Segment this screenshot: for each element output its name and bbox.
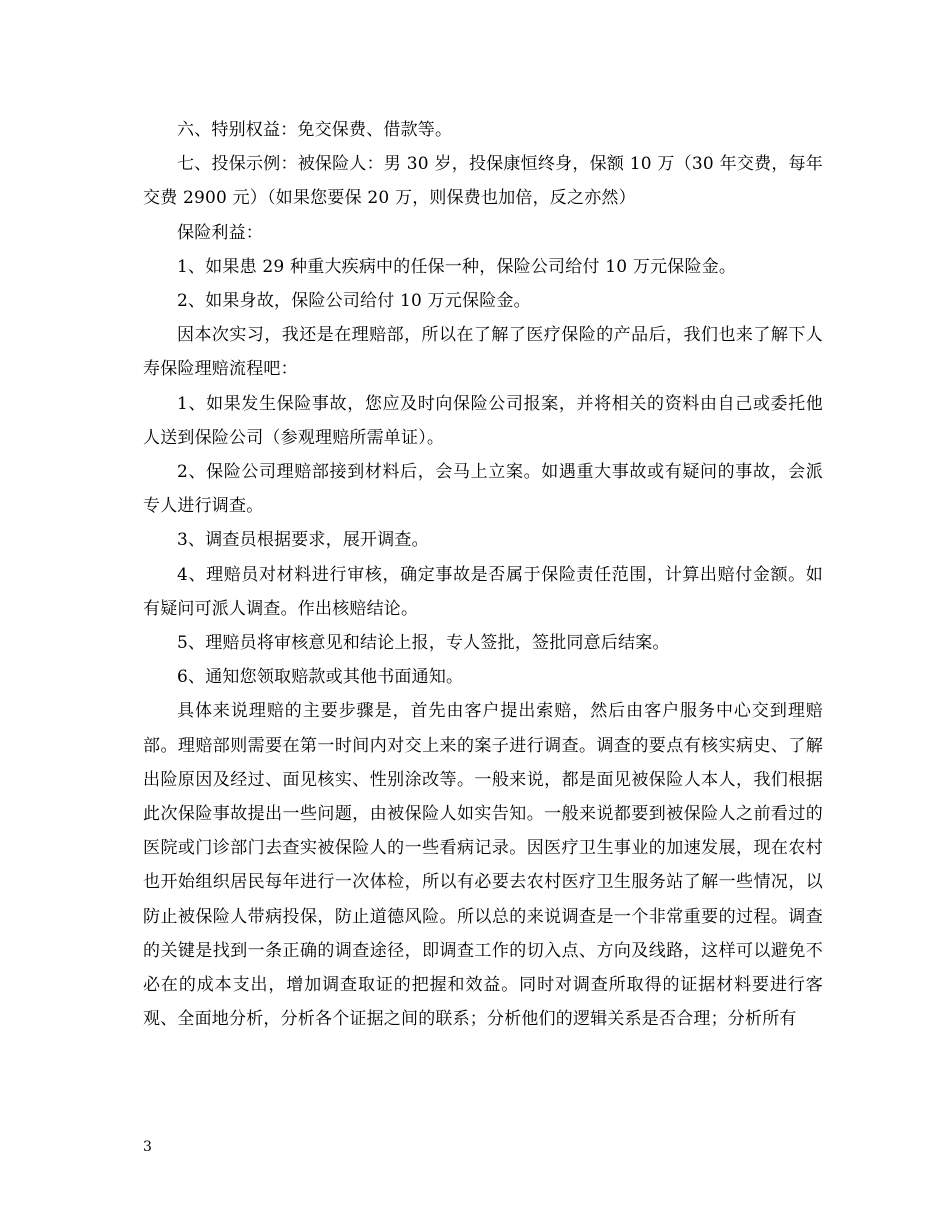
paragraph-claims-intro: 因本次实习，我还是在理赔部，所以在了解了医疗保险的产品后，我们也来了解下人寿保险理赔流程吧： bbox=[143, 325, 823, 380]
paragraph-claims-step-3: 3、调查员根据要求，展开调查。 bbox=[177, 530, 429, 551]
paragraph-claims-step-6: 6、通知您领取赔款或其他书面通知。 bbox=[177, 667, 464, 688]
page-number: 3 bbox=[143, 1139, 152, 1155]
paragraph-claims-detail: 具体来说理赔的主要步骤是，首先由客户提出索赔，然后由客户服务中心交到理赔部。理赔部则需要在第一时间内对交上来的案子进行调查。调查的要点有核实病史、了解出险原因及经过、面见核实、性别涂改等。一般来说，都是面见被保险人本人，我们根据此次保险事故提出一些问题，由被保险人如实告知。一般来说都要到被保险人之前看过的医院或门诊部门去查实被保险人的一些看病记录。因医疗卫生事业的加速发展，现在农村也开始组织居民每年进行一次体检，所以有必要去农村医疗卫生服务站了解一些情况，以防止被保险人带病投保，防止道德风险。所以总的来说调查是一个非常重要的过程。调查的关键是找到一条正确的调查途径，即调查工作的切入点、方向及线路，这样可以避免不必在的成本支出，增加调查取证的把握和效益。同时对调查所取得的证据材料要进行客观、全面地分析，分析各个证据之间的联系；分析他们的逻辑关系是否合理；分析所有 bbox=[143, 701, 823, 1030]
paragraph-benefit-critical-illness: 1、如果患 29 种重大疾病中的任保一种，保险公司给付 10 万元保险金。 bbox=[177, 256, 737, 277]
paragraph-special-rights: 六、特别权益：免交保费、借款等。 bbox=[177, 120, 453, 140]
paragraph-insurance-example: 七、投保示例：被保险人：男 30 岁，投保康恒终身，保额 10 万（30 年交费，每年交费 2900 元）（如果您要保 20 万，则保费也加倍，反之亦然） bbox=[143, 154, 823, 209]
paragraph-claims-step-1: 1、如果发生保险事故，您应及时向保险公司报案，并将相关的资料由自己或委托他人送到保险公司（参观理赔所需单证）。 bbox=[143, 393, 823, 448]
document-body bbox=[143, 113, 823, 1036]
paragraph-claims-step-5: 5、理赔员将审核意见和结论上报，专人签批，签批同意后结案。 bbox=[177, 633, 670, 654]
paragraph-insurance-benefits-heading: 保险利益： bbox=[177, 222, 263, 243]
paragraph-claims-step-2: 2、保险公司理赔部接到材料后，会马上立案。如遇重大事故或有疑问的事故，会派专人进行调查。 bbox=[143, 462, 823, 517]
paragraph-claims-step-4: 4、理赔员对材料进行审核，确定事故是否属于保险责任范围，计算出赔付金额。如有疑问可派人调查。作出核赔结论。 bbox=[143, 564, 823, 619]
paragraph-benefit-death: 2、如果身故，保险公司给付 10 万元保险金。 bbox=[177, 291, 531, 312]
